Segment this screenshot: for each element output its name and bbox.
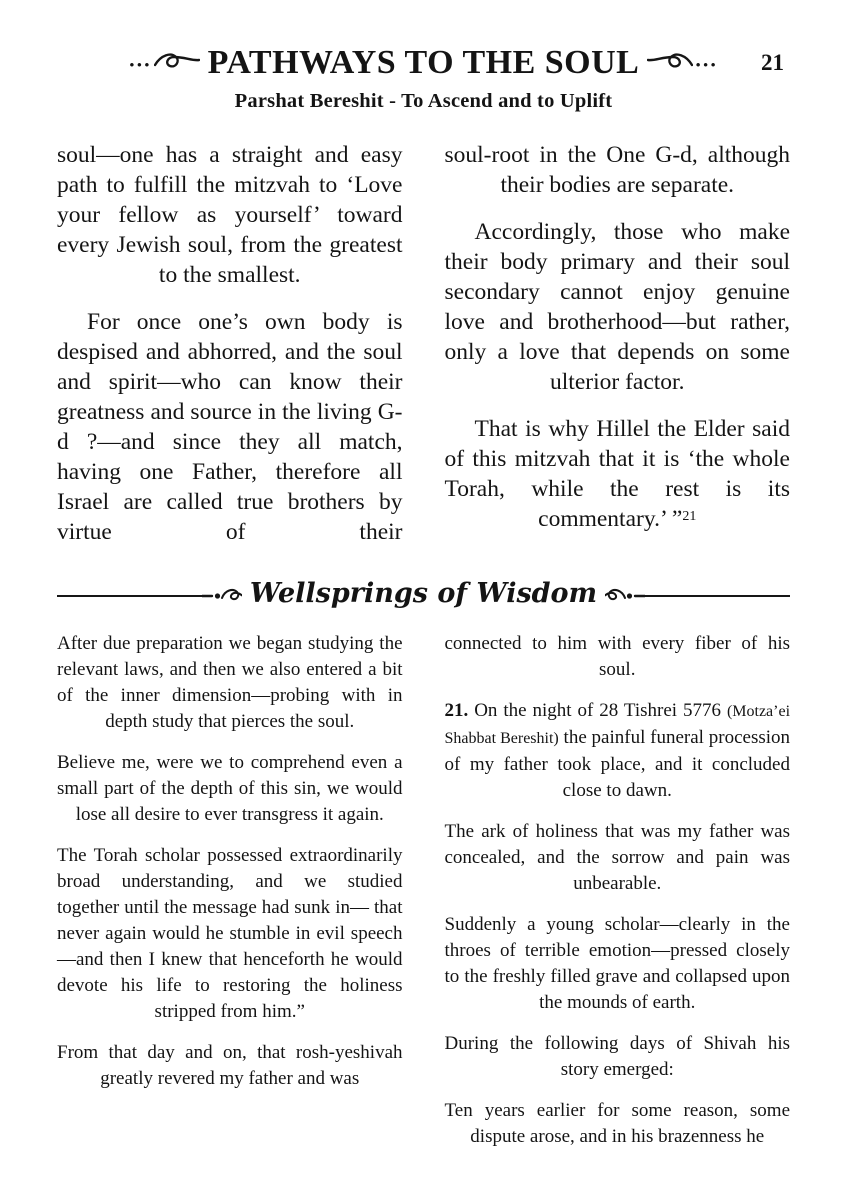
paragraph	[445, 414, 791, 534]
wellsprings-right-column	[445, 631, 791, 1165]
header-ornament-left	[129, 51, 200, 75]
paragraph-text: On the night of 28 Tishrei 5776	[474, 700, 721, 721]
divider-rule-right	[645, 595, 790, 597]
divider-flourish-left-icon	[202, 587, 242, 605]
paragraph: The ark of holiness that was my father was concealed, and the sorrow and pain was unbearable.	[444, 821, 790, 894]
paragraph: Believe me, were we to comprehend even a small part of the depth of this sin, we would lose all desire to ever transgress it again.	[57, 752, 403, 825]
flourish-left-icon	[154, 51, 200, 75]
wellsprings-title: Wellsprings of Wisdom	[249, 578, 598, 609]
page-subtitle: Parshat Bereshit - To Ascend and to Uplift	[234, 90, 613, 112]
paragraph: soul-root in the One G-d, although their bodies are separate.	[444, 142, 790, 198]
wellsprings-section	[57, 631, 790, 1165]
ornament-dots-right: ∙∙∙	[695, 52, 718, 77]
parenthetical-text: (Motza’ei Shabbat Bereshit)	[444, 703, 791, 747]
main-section	[57, 140, 790, 564]
divider-flourish-right-icon	[605, 587, 645, 605]
paragraph: During the following days of Shivah his story emerged:	[444, 1033, 790, 1080]
page-header	[57, 44, 790, 113]
page-title: PATHWAYS TO THE SOUL	[207, 44, 640, 81]
paragraph-text: the painful funeral procession of my father took place, and it concluded close to dawn.	[444, 727, 791, 801]
main-left-column	[57, 140, 403, 564]
main-right-column	[445, 140, 791, 564]
entry-number: 21.	[444, 700, 469, 721]
header-ornament-right	[647, 51, 718, 75]
paragraph	[445, 698, 791, 804]
ornament-dots-left: ∙∙∙	[129, 52, 152, 77]
flourish-right-icon	[647, 51, 693, 75]
paragraph: From that day and on, that rosh-yeshivah greatly revered my father and was	[57, 1042, 403, 1089]
paragraph: Ten years earlier for some reason, some dispute arose, and in his brazenness he	[444, 1100, 790, 1147]
footnote-reference: 21	[682, 509, 697, 524]
paragraph: After due preparation we began studying the relevant laws, and then we also entered a bit of the inner dimension—probing with in depth study that pierces the soul.	[57, 633, 403, 732]
page-number: 21	[761, 50, 784, 75]
divider-rule-left	[57, 595, 202, 597]
paragraph: Accordingly, those who make their body primary and their soul secondary cannot enjoy genuine love and brotherhood—but rather, only a love that depends on some ulterior factor.	[444, 219, 790, 395]
paragraph: soul—one has a straight and easy path to fulfill the mitzvah to ‘Love your fellow as yourself’ toward every Jewish soul, from the greatest to the smallest.	[57, 142, 403, 288]
paragraph: For once one’s own body is despised and abhorred, and the soul and spirit—who can know their greatness and source in the living G-d ?—and since they all match, having one Father, therefore all Israel are called true brothers by virtue of their	[57, 309, 403, 545]
paragraph-text: That is why Hillel the Elder said of this mitzvah that it is ‘the whole Torah, while the rest is its commentary.’ ”	[444, 416, 790, 532]
paragraph: The Torah scholar possessed extraordinarily broad understanding, and we studied together until the message had sunk in— that never again would he stumble in evil speech—and then I knew that henceforth he would devote his life to restoring the holiness stripped from him.”	[57, 845, 403, 1022]
wellsprings-left-column	[57, 631, 403, 1165]
title-row	[57, 44, 790, 82]
paragraph: connected to him with every fiber of his soul.	[444, 633, 790, 680]
wellsprings-divider	[57, 580, 790, 611]
paragraph: Suddenly a young scholar—clearly in the throes of terrible emotion—pressed closely to the freshly filled grave and collapsed upon the mounds of earth.	[444, 914, 790, 1013]
